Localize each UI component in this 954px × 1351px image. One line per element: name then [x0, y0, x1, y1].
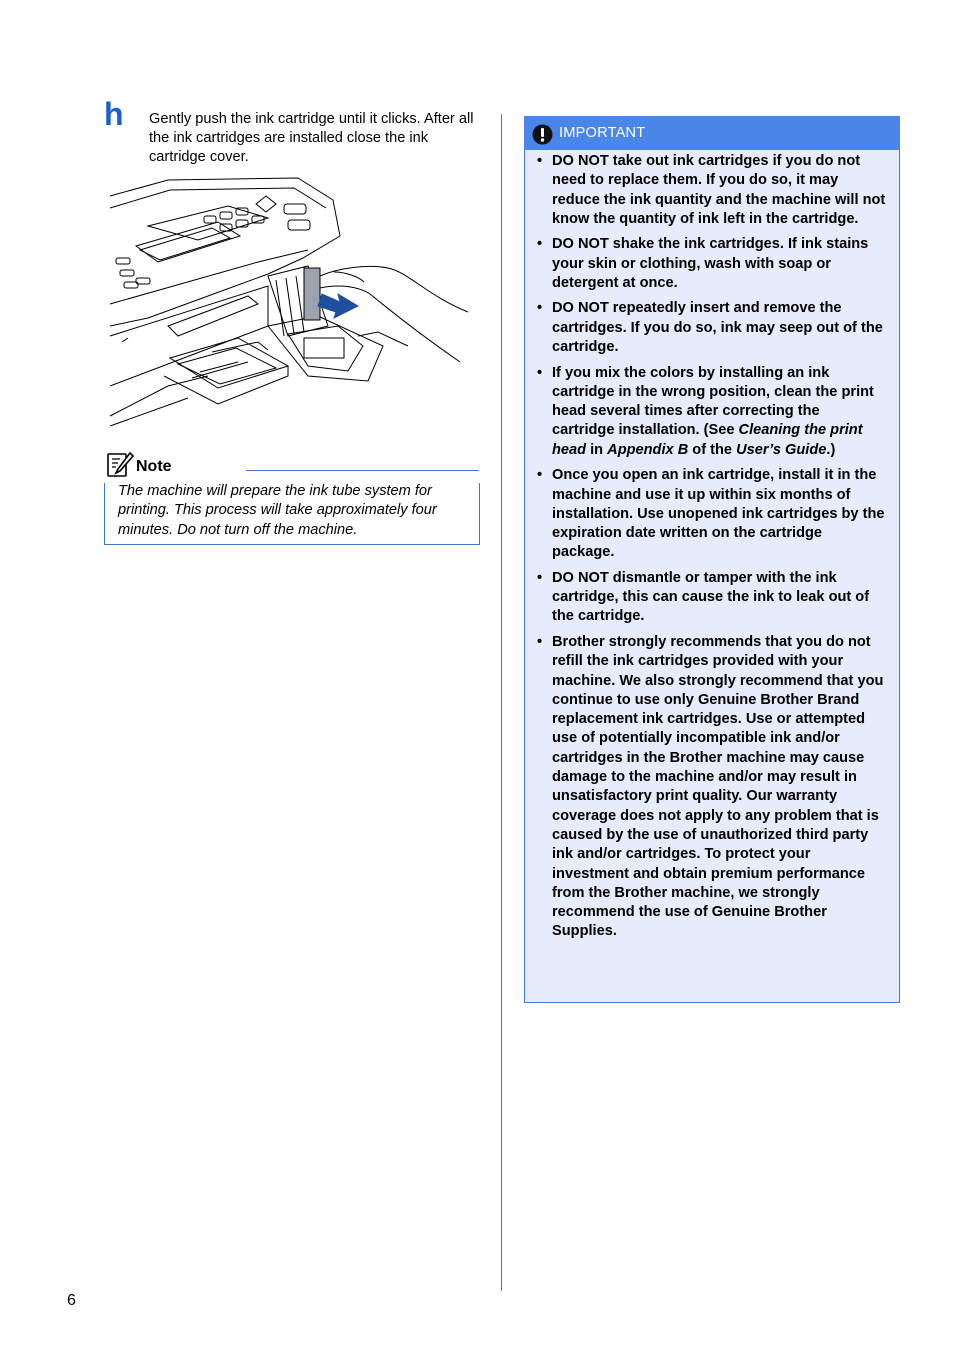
column-divider	[501, 114, 502, 1291]
note-header	[106, 451, 266, 481]
item-reference-guide: User’s Guide	[736, 441, 827, 458]
item-reference-cleaning: Cleaning the print head	[552, 422, 863, 458]
item-text: of the	[688, 441, 737, 458]
list-item: • DO NOT take out ink cartridges if you do not need to replace them. If you do so, it may reduce the ink quantity and the machine will not know the quantity of ink left in the cartridge.	[536, 152, 886, 229]
list-item	[536, 364, 886, 460]
printer-ink-installation-illustration	[108, 176, 470, 432]
step-letter: h	[104, 96, 124, 132]
note-pencil-icon	[106, 451, 134, 479]
list-item: • DO NOT shake the ink cartridges. If ink stains your skin or clothing, wash with soap or detergent at once.	[536, 235, 886, 293]
page-number: 6	[67, 1292, 76, 1309]
exclamation-icon	[532, 124, 553, 145]
note-top-rule	[246, 470, 479, 471]
list-item: • DO NOT dismantle or tamper with the ink cartridge, this can cause the ink to leak out of the cartridge.	[536, 569, 886, 627]
note-label: Note	[136, 458, 172, 475]
list-item: • Once you open an ink cartridge, install it in the machine and use it up within six months of installation. Use unopened ink cartridges by the expiration date written on the cartridge package.	[536, 466, 886, 562]
important-list	[536, 152, 886, 948]
note-text: The machine will prepare the ink tube system for printing. This process will take approximately four minutes. Do not turn off the machine.	[118, 483, 437, 538]
item-reference-appendix: Appendix B	[607, 441, 689, 458]
item-text: in	[586, 441, 608, 458]
step-instruction: Gently push the ink cartridge until it clicks. After all the ink cartridges are installed close the ink cartridge cover.	[149, 111, 474, 166]
list-item: • Brother strongly recommends that you do not refill the ink cartridges provided with your machine. We also strongly recommend that you continue to use only Genuine Brother Brand replacement ink cartridges. Use or attempted use of potentially incompatible ink and/or cartridges in the Brother machine may cause damage to the machine and/or may result in unsatisfactory print quality. Our warranty coverage does not apply to any problem that is caused by the use of unauthorized third party ink and/or cartridges. To protect your investment and obtain premium performance from the Brother machine, we strongly recommend the use of Genuine Brother Supplies.	[536, 633, 886, 942]
item-text: If you mix the colors by installing an ink cartridge in the wrong position, clean the print head several times after correcting the cartridge installation. (See	[552, 364, 874, 439]
important-title: IMPORTANT	[559, 125, 646, 141]
item-text: .)	[826, 441, 836, 458]
list-item: • DO NOT repeatedly insert and remove the cartridges. If you do so, ink may seep out of the cartridge.	[536, 299, 886, 357]
